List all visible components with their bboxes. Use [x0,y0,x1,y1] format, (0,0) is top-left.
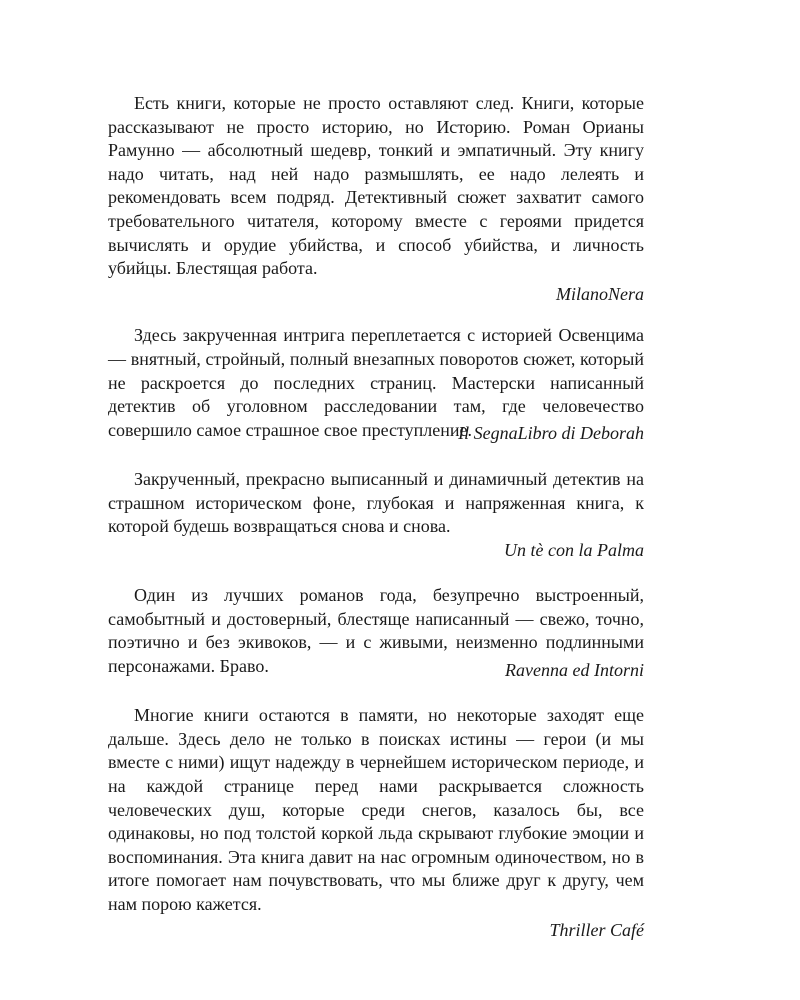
review-block [108,324,644,446]
review-source: Un tè con la Palma [504,539,644,560]
review-source: MilanoNera [556,283,644,304]
review-block [108,92,644,306]
review-block [108,584,644,682]
review-text: Закрученный, прекрасно выписанный и динамичный детектив на страшном историческом фоне, глубокая и напряженная книга, к которой будешь возвращаться снова и снова. [108,468,644,537]
review-text: Здесь закрученная интрига переплетается с историей Освенцима — внятный, стройный, полный внезапных поворотов сюжет, который не раскроется до последних страниц. Мастерски написанный детектив об уголовном расследовании там, где человечество совершило самое страшное свое преступление. [108,325,644,440]
review-source: Thriller Café [549,919,644,940]
page-body [108,92,644,964]
review-block [108,704,644,942]
review-source: Il SegnaLibro di Deborah [458,423,644,444]
review-source: Ravenna ed Intorni [505,659,644,680]
review-text: Один из лучших романов года, безупречно выстроенный, самобытный и достоверный, блестяще написанный — свежо, точно, поэтично и без экивоков, — и с живыми, неизменно подлинными персонажами. Браво. [108,585,644,677]
review-text: Многие книги остаются в памяти, но некоторые заходят еще дальше. Здесь дело не только в поисках истины — герои (и мы вместе с ними) ищут надежду в чернейшем историческом периоде, и на каждой странице перед нами раскрывается сложность человеческих душ, которые среди снегов, казалось бы, все одинаковы, но под толстой коркой льда скрывают глубокие эмоции и воспоминания. Эта книга давит на нас огромным одиночеством, но в итоге помогает нам почувствовать, что мы ближе друг к другу, чем нам порою кажется. [108,705,644,914]
review-block [108,468,644,562]
review-text: Есть книги, которые не просто оставляют след. Книги, которые рассказывают не просто историю, но Историю. Роман Орианы Рамунно — абсолютный шедевр, тонкий и эмпатичный. Эту книгу надо читать, над ней надо размышлять, ее надо лелеять и рекомендовать всем подряд. Детективный сюжет захватит самого требовательного читателя, которому вместе с героями придется вычислять и орудие убийства, и способ убийства, и личность убийцы. Блестящая работа. [108,93,644,279]
